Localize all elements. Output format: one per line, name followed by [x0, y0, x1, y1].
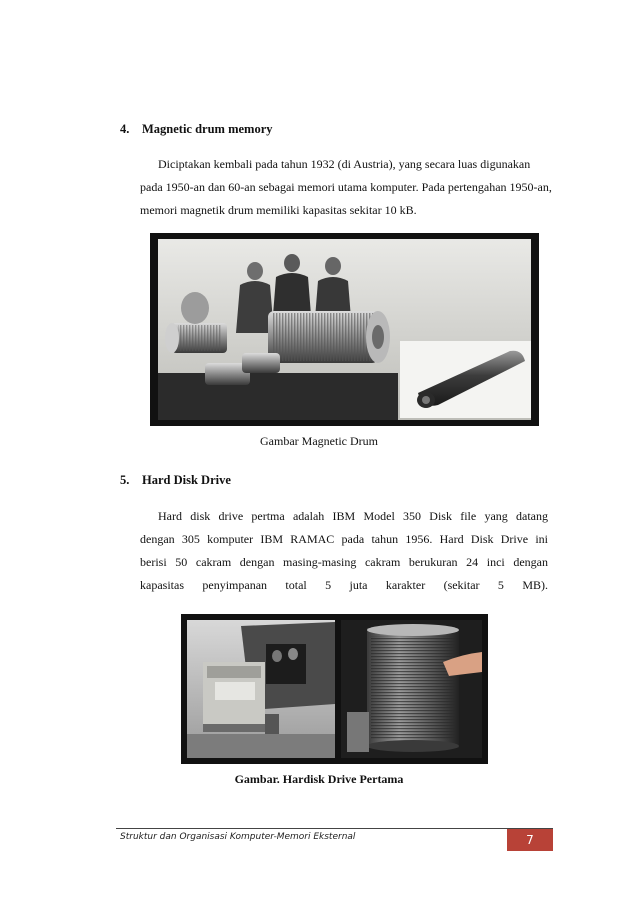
magnetic-drum-photo [150, 233, 539, 426]
section-5-number: 5. [120, 473, 130, 487]
section-4-number: 4. [120, 122, 130, 136]
hard-disk-caption: Gambar. Hardisk Drive Pertama [234, 772, 404, 786]
section-5-title: Hard Disk Drive [142, 473, 231, 487]
section-5-line-2: dengan 305 komputer IBM RAMAC pada tahun 1956. Hard Disk Drive ini [140, 532, 548, 546]
section-5-line-1: Hard disk drive pertma adalah IBM Model 350 Disk file yang datang [158, 509, 548, 523]
hard-disk-photo [181, 614, 488, 764]
section-5-paragraph [140, 505, 548, 597]
section-5-line-3: berisi 50 cakram dengan masing-masing cakram berukuran 24 inci dengan [140, 555, 548, 569]
page-number-badge [507, 829, 553, 851]
section-4-paragraph [140, 153, 552, 222]
section-4-heading [120, 122, 273, 137]
section-4-title: Magnetic drum memory [142, 122, 273, 136]
page-number: 7 [526, 833, 534, 847]
section-4-line-2: pada 1950-an dan 60-an sebagai memori utama komputer. Pada pertengahan 1950-an, [140, 180, 552, 194]
section-4-line-1: Diciptakan kembali pada tahun 1932 (di Austria), yang secara luas digunakan [158, 157, 531, 171]
section-4-line-3: memori magnetik drum memiliki kapasitas sekitar 10 kB. [140, 203, 417, 217]
magnetic-drum-image [150, 233, 539, 426]
section-5-heading [120, 473, 231, 488]
footer-divider [116, 828, 553, 829]
hard-disk-image [181, 614, 488, 764]
section-5-line-4: kapasitas penyimpanan total 5 juta karakter (sekitar 5 MB). [140, 578, 548, 592]
footer-title: Struktur dan Organisasi Komputer-Memori Eksternal [120, 832, 356, 842]
magnetic-drum-caption: Gambar Magnetic Drum [260, 434, 378, 448]
